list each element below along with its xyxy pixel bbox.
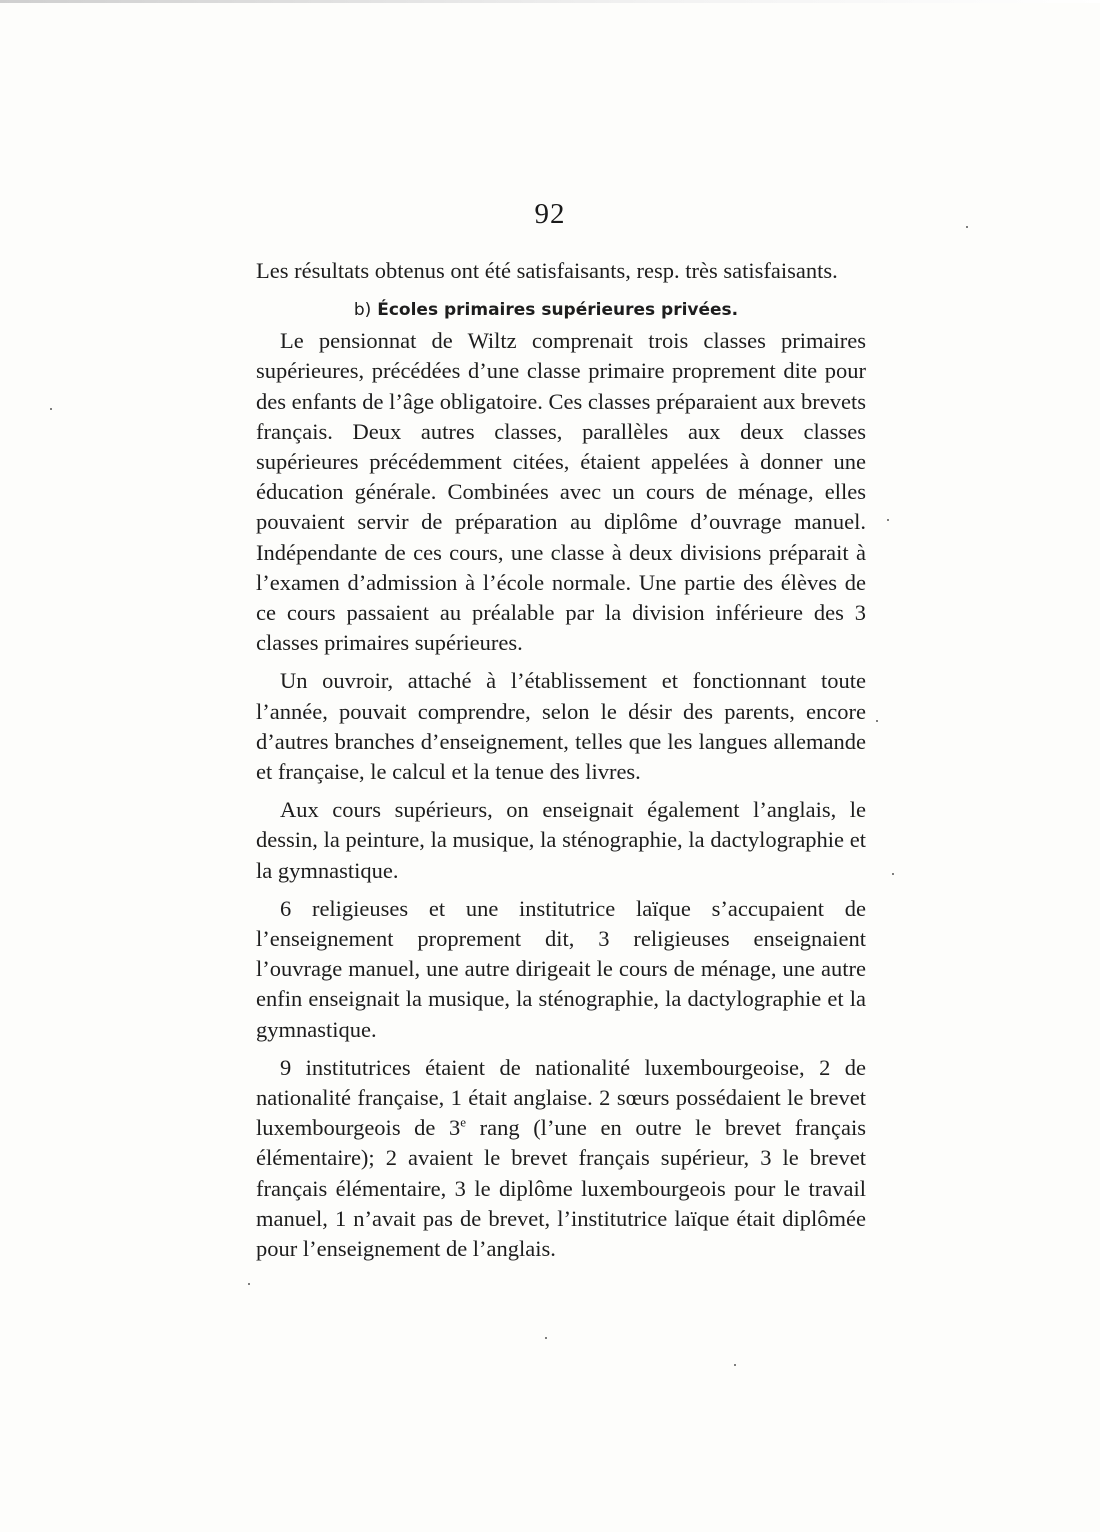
institutrices-text-end: rang (l’une en outre le brevet français élémentaire); 2 avaient le brevet français supérieur, 3 le brevet français élémentaire, 3 le diplôme luxembourgeois pour le travail manuel, 1 n’avait pas de brevet, l’institutrice laïque était diplômée pour l’enseignement de l’anglais. [256, 1115, 867, 1262]
intro-paragraph: Les résultats obtenus ont été satisfaisants, resp. très satisfaisants. [256, 258, 838, 283]
scan-speck [734, 1364, 736, 1366]
scan-speck [545, 1337, 547, 1339]
institutrices-text-start: 9 institutrices étaient de nationalité luxembourgeoise, 2 de nationalité française, 1 était anglaise. 2 sœurs possédaient le brevet luxembourgeois de 3 [256, 1054, 866, 1141]
scan-speck [876, 720, 878, 722]
rank-superscript: e [460, 1114, 467, 1130]
scan-speck [248, 1283, 250, 1285]
scan-speck [50, 408, 52, 410]
top-edge-rule [0, 0, 1100, 3]
paragraph-cours-superieurs: Aux cours supérieurs, on enseignait également l’anglais, le dessin, la peinture, la musique, la sténographie, la dactylographie et la gymnastique. [256, 797, 866, 883]
body-text [256, 256, 866, 1264]
paragraph-pensionnat: Le pensionnat de Wiltz comprenait trois classes primaires supérieures, précédées d’une classe primaire proprement dite pour des enfants de l’âge obligatoire. Ces classes préparaient aux brevets français. Deux autres classes, parallèles aux deux classes supérieures précédemment citées, étaient appelées à donner une éducation générale. Combinées avec un cours de ménage, elles pouvaient servir de préparation au diplôme d’ouvrage manuel. Indépendante de ces cours, une classe à deux divisions préparait à l’examen d’admission à l’école normale. Une partie des élèves de ce cours passaient au préalable par la division inférieure des 3 classes primaires supérieures. [256, 328, 866, 656]
scan-speck [892, 873, 894, 875]
section-heading [256, 298, 866, 322]
scan-speck [966, 226, 968, 228]
paragraph-religieuses: 6 religieuses et une institutrice laïque s’accupaient de l’enseignement proprement dit, 3 religieuses enseignaient l’ouvrage manuel, une autre dirigeait le cours de ménage, une autre enfin enseignait la musique, la sténographie, la dactylographie et la gymnastique. [256, 895, 866, 1042]
page-number: 92 [534, 198, 566, 230]
paragraph-institutrices [256, 1053, 866, 1264]
paragraph-ouvroir: Un ouvroir, attaché à l’établissement et fonctionnant toute l’année, pouvait comprendre, selon le désir des parents, encore d’autres branches d’enseignement, telles que les langues allemande et française, le calcul et la tenue des livres. [256, 668, 866, 785]
section-label: b) [353, 300, 372, 321]
section-title: Écoles primaires supérieures privées. [377, 300, 739, 321]
scan-speck [887, 519, 889, 521]
